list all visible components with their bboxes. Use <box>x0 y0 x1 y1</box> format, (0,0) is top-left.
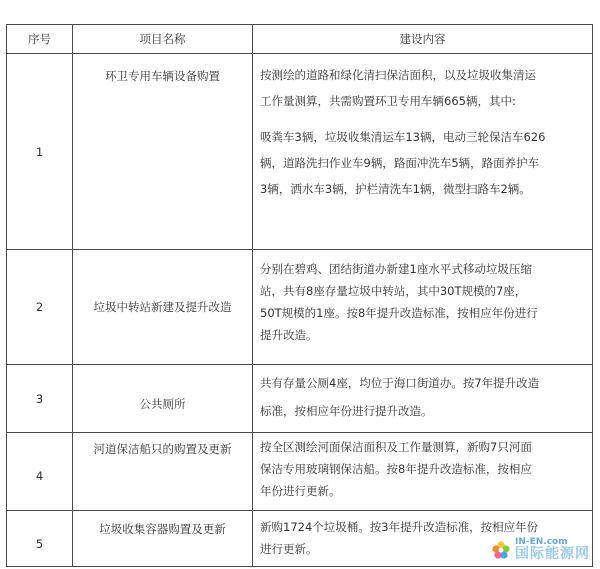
row-number: 1 <box>7 54 73 250</box>
content-line: 标准，按相应年份进行提升改造。 <box>260 404 433 418</box>
project-table <box>6 24 593 567</box>
project-name: 河道保洁船只的购置及更新 <box>73 433 253 511</box>
content-line: 新购1724个垃圾桶。按3年提升改造标准，按相应年份 <box>260 520 539 534</box>
project-content <box>253 365 593 433</box>
project-content <box>253 250 593 365</box>
project-content <box>253 433 593 511</box>
content-line: 按全区测绘河面保洁面积及工作量测算，新购7只河面 <box>260 440 532 454</box>
content-line: 共有存量公厕4座，均位于海口街道办。按7年提升改造 <box>260 376 540 390</box>
content-line: 年份进行更新。 <box>260 484 341 498</box>
table-row <box>7 365 593 433</box>
watermark <box>491 538 590 561</box>
header-name: 项目名称 <box>73 25 253 54</box>
content-line: 分别在碧鸡、团结街道办新建1座水平式移动垃圾压缩 <box>260 262 532 276</box>
row-number: 3 <box>7 365 73 433</box>
content-line: 按测绘的道路和绿化清扫保洁面积，以及垃圾收集清运 <box>260 68 536 82</box>
row-number: 5 <box>7 511 73 567</box>
row-number: 2 <box>7 250 73 365</box>
content-line: 吸粪车3辆，垃圾收集清运车13辆，电动三轮保洁车626 <box>260 130 546 144</box>
project-name: 环卫专用车辆设备购置 <box>73 54 253 250</box>
header-content: 建设内容 <box>253 25 593 54</box>
table-header-row <box>7 25 593 54</box>
content-line: 进行更新。 <box>260 542 318 556</box>
content-line: 50T规模的1座。按8年提升改造标准，按相应年份进行 <box>260 306 538 320</box>
content-line: 辆，道路洗扫作业车9辆，路面冲洗车5辆，路面养护车 <box>260 156 540 170</box>
table-row <box>7 433 593 511</box>
project-content <box>253 54 593 250</box>
watermark-site: IN-EN.com <box>515 537 568 547</box>
content-line: 保洁专用玻璃钢保洁船。按8年提升改造标准，按相应 <box>260 462 532 476</box>
table-row <box>7 54 593 250</box>
project-name: 垃圾收集容器购置及更新 <box>73 511 253 567</box>
row-number: 4 <box>7 433 73 511</box>
project-name: 垃圾中转站新建及提升改造 <box>73 250 253 365</box>
header-no: 序号 <box>7 25 73 54</box>
content-line: 工作量测算，共需购置环卫专用车辆665辆，其中: <box>260 94 516 108</box>
table-row <box>7 250 593 365</box>
content-line: 站，共有8座存量垃圾中转站，其中30T规模的7座， <box>260 284 527 298</box>
content-line: 提升改造。 <box>260 328 318 342</box>
content-line: 3辆，洒水车3辆，护栏清洗车1辆，微型扫路车2辆。 <box>260 182 531 196</box>
watermark-text <box>515 538 590 561</box>
flower-logo-icon <box>491 540 511 560</box>
project-name: 公共厕所 <box>73 365 253 433</box>
watermark-brand: 国际能源网 <box>515 546 590 562</box>
